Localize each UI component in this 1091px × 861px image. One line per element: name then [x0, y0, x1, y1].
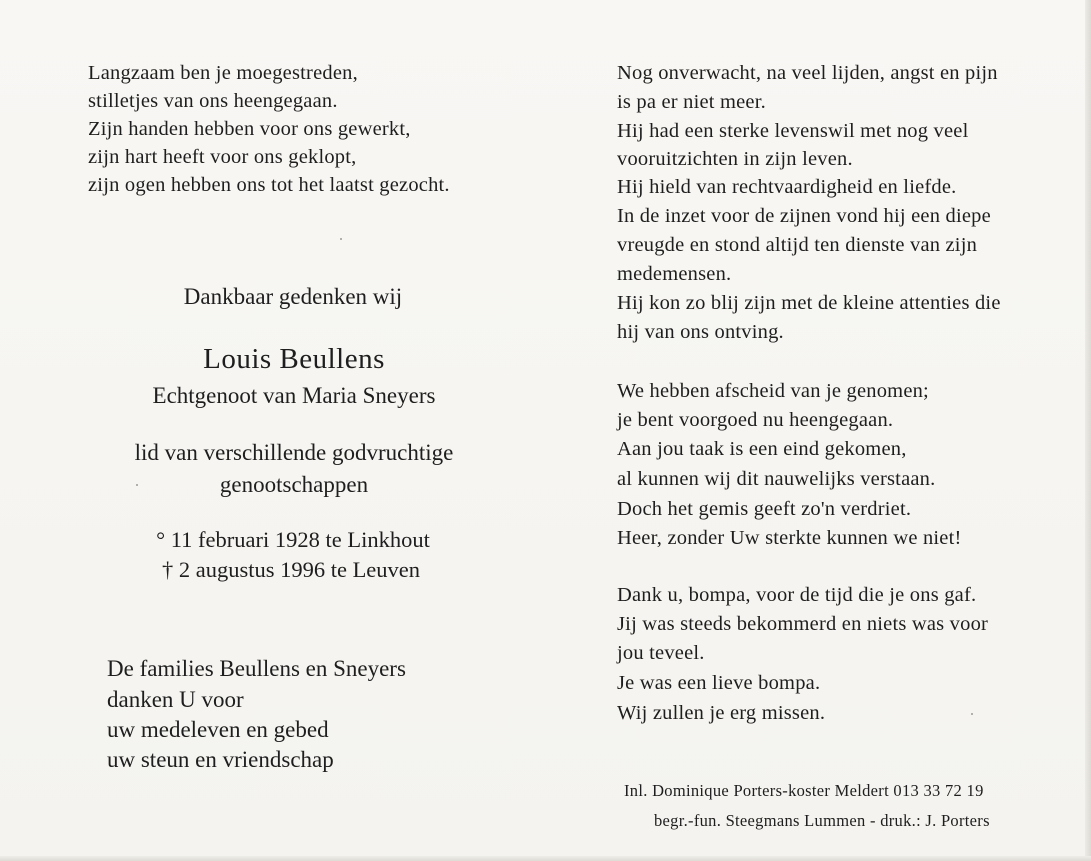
left-poem-line: zijn ogen hebben ons tot het laatst gezocht. — [88, 174, 450, 196]
right-text-line: vooruitzichten in zijn leven. — [617, 148, 853, 170]
left-poem-line: zijn hart heeft voor ons geklopt, — [88, 146, 357, 168]
thanks-line: uw medeleven en gebed — [107, 717, 329, 742]
card-bottom-edge — [0, 856, 1091, 861]
footer-contact-line: Inl. Dominique Porters-koster Meldert 013 33 72 19 — [624, 781, 984, 800]
right-text-line: jou teveel. — [617, 642, 705, 664]
membership-line-2: genootschappen — [219, 472, 369, 497]
right-text-line: In de inzet voor de zijnen vond hij een diepe — [617, 205, 991, 227]
right-text-line: Doch het gemis geeft zo'n verdriet. — [617, 498, 912, 520]
right-text-line: Hij kon zo blij zijn met de kleine attenties die — [617, 292, 1001, 314]
right-text-line: Je was een lieve bompa. — [617, 672, 821, 694]
right-text-line: Heer, zonder Uw sterkte kunnen we niet! — [617, 527, 962, 549]
card-right-edge — [1085, 0, 1091, 861]
thanks-line: uw steun en vriendschap — [107, 747, 334, 772]
right-text-line: al kunnen wij dit nauwelijks verstaan. — [617, 468, 936, 490]
deceased-name: Louis Beullens — [203, 343, 385, 375]
right-text-line: je bent voorgoed nu heengegaan. — [617, 409, 894, 431]
right-text-line: Jij was steeds bekommerd en niets was voor — [617, 613, 989, 635]
right-text-line: Hij had een sterke levenswil met nog veel — [617, 120, 969, 142]
right-text-line: vreugde en stond altijd ten dienste van zijn — [617, 234, 978, 256]
memorial-intro: Dankbaar gedenken wij — [183, 284, 403, 309]
right-text-line: Hij hield van rechtvaardigheid en liefde. — [617, 176, 957, 198]
death-line: † 2 augustus 1996 te Leuven — [161, 557, 421, 582]
right-text-line: Aan jou taak is een eind gekomen, — [617, 438, 907, 460]
paper-speck — [971, 713, 973, 715]
membership-line-1: lid van verschillende godvruchtige — [134, 440, 454, 465]
spouse-line: Echtgenoot van Maria Sneyers — [152, 383, 436, 408]
right-text-line: hij van ons ontving. — [617, 321, 784, 343]
footer-printer-line: begr.-fun. Steegmans Lummen - druk.: J. Porters — [654, 811, 990, 830]
paper-speck — [136, 484, 138, 486]
right-text-line: We hebben afscheid van je genomen; — [617, 380, 929, 402]
right-text-line: Wij zullen je erg missen. — [617, 702, 826, 724]
right-text-line: is pa er niet meer. — [617, 91, 766, 113]
thanks-line: De families Beullens en Sneyers — [107, 656, 406, 681]
right-text-line: Dank u, bompa, voor de tijd die je ons gaf. — [617, 584, 977, 606]
left-poem-line: stilletjes van ons heengegaan. — [88, 90, 338, 112]
right-text-line: medemensen. — [617, 263, 732, 285]
paper-speck — [340, 238, 342, 240]
birth-line: ° 11 februari 1928 te Linkhout — [156, 527, 430, 552]
thanks-line: danken U voor — [107, 687, 244, 712]
right-text-line: Nog onverwacht, na veel lijden, angst en pijn — [617, 62, 998, 84]
left-poem-line: Zijn handen hebben voor ons gewerkt, — [88, 118, 411, 140]
left-poem-line: Langzaam ben je moegestreden, — [88, 62, 358, 84]
